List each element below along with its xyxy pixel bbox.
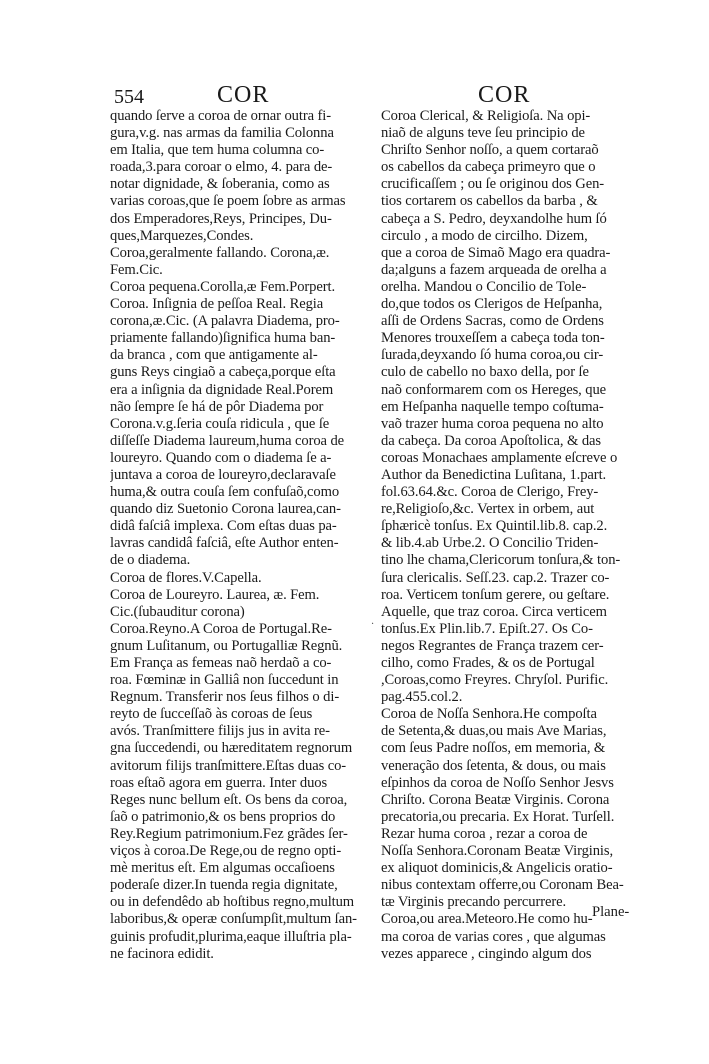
text-line: Corona.v.g.ſeria couſa ridicula , que ſe <box>110 415 330 432</box>
text-line: gnum Luſitanum, ou Portugalliæ Regnũ. <box>110 637 343 654</box>
text-line: culo de cabello no baxo della, por ſe <box>381 364 589 381</box>
text-line: Coroa de Loureyro. Laurea, æ. Fem. <box>110 586 320 603</box>
text-line: priamente fallando)ſignifica huma ban- <box>110 330 336 347</box>
text-line: Aquelle, que traz coroa. Circa verticem <box>381 603 607 620</box>
text-line: ſurada,deyxando ſó huma coroa,ou cir- <box>381 347 604 364</box>
text-line: da branca , com que antigamente al- <box>110 347 318 364</box>
text-line: Rey.Regium patrimonium.Fez grãdes ſer- <box>110 825 348 842</box>
text-line: os cabellos da cabeça primeyro que o <box>381 159 596 176</box>
text-line: gura,v.g. nas armas da familia Colonna <box>110 125 334 142</box>
text-line: tæ Virginis precando percurrere. <box>381 894 567 911</box>
text-line: negos Regrantes de França trazem cer- <box>381 637 604 654</box>
text-line: roas eſtaõ agora em guerra. Inter duos <box>110 774 328 791</box>
text-line: que a coroa de Simaõ Mago era quadra- <box>381 244 611 261</box>
text-line: Reges nunc bellum eſt. Os bens da coroa, <box>110 791 348 808</box>
text-line: Coroa de Noſſa Senhora.He compoſta <box>381 706 597 723</box>
text-line: varias coroas,que ſe poem ſobre as armas <box>110 193 346 210</box>
text-line: de o diadema. <box>110 552 191 569</box>
text-line: dos Emperadores,Reys, Principes, Du- <box>110 210 332 227</box>
text-line: da cabeça. Da coroa Apoſtolica, & das <box>381 432 601 449</box>
text-line: Cic.(ſubauditur corona) <box>110 603 245 620</box>
text-line: Coroa,ou area.Meteoro.He como hu- <box>381 911 593 928</box>
text-line: ex aliquot dominicis,& Angelicis oratio- <box>381 860 613 877</box>
text-line: & lib.4.ab Urbe.2. O Concilio Triden- <box>381 535 599 552</box>
text-line: fol.63.64.&c. Coroa de Clerigo, Frey- <box>381 484 599 501</box>
text-line: em Heſpanha naquelle tempo coſtuma- <box>381 398 604 415</box>
text-line: circulo , a modo de circilho. Dizem, <box>381 227 588 244</box>
text-line: não ſempre ſe há de pôr Diadema por <box>110 398 324 415</box>
text-line: Menores trouxeſſem a cabeça toda ton- <box>381 330 605 347</box>
text-line: corona,æ.Cic. (A palavra Diadema, pro- <box>110 313 340 330</box>
text-line: Coroa.Reyno.A Coroa de Portugal.Re- <box>110 620 332 637</box>
text-line: Noſſa Senhora.Coronam Beatæ Virginis, <box>381 843 614 860</box>
text-line: ,Coroas,como Freyres. Chryſol. Purific. <box>381 672 609 689</box>
text-line: didâ faſciâ implexa. Com eſtas duas pa- <box>110 518 337 535</box>
running-head-left: COR <box>217 82 270 108</box>
text-line: mè meritus eſt. Em algumas occaſioens <box>110 860 335 877</box>
text-line: loureyro. Quando com o diadema ſe a- <box>110 449 332 466</box>
text-line: roa. Verticem tonſum gerere, ou geſtare. <box>381 586 610 603</box>
text-line: ques,Marquezes,Condes. <box>110 227 254 244</box>
text-line: aſſi de Ordens Sacras, como de Ordens <box>381 313 604 330</box>
text-line: viços à coroa.De Rege,ou de regno opti- <box>110 843 342 860</box>
text-line: notar dignidade, & ſoberania, como as <box>110 176 330 193</box>
text-line: ma coroa de varias cores , que algumas <box>381 928 606 945</box>
text-line: de Setenta,& duas,ou mais Ave Marias, <box>381 723 607 740</box>
text-line: Coroa,geralmente fallando. Corona,æ. <box>110 244 330 261</box>
text-line: ſura clericalis. Seſſ.23. cap.2. Trazer co- <box>381 569 610 586</box>
text-line: gna ſuccedendi, ou hæreditatem regnorum <box>110 740 353 757</box>
text-line: crucificaſſem ; ou ſe originou dos Gen- <box>381 176 605 193</box>
text-line: tino lhe chama,Clericorum tonſura,& ton- <box>381 552 621 569</box>
text-line: lavras candidâ faſciâ, eſte Author enten- <box>110 535 339 552</box>
text-line: Author da Benedictina Luſitana, 1.part. <box>381 466 607 483</box>
text-line: do,que todos os Clerigos de Heſpanha, <box>381 296 603 313</box>
text-line: vezes apparece , cingindo algum dos <box>381 945 592 962</box>
text-line: cilho, como Frades, & os de Portugal <box>381 655 595 671</box>
text-line: quando ſerve a coroa de ornar outra fi- <box>110 108 331 124</box>
page-number: 554 <box>114 86 144 108</box>
text-line: era a inſignia da dignidade Real.Porem <box>110 381 334 398</box>
text-line: pag.455.col.2. <box>381 689 463 706</box>
text-line: guns Reys cingiaõ a cabeça,porque eſta <box>110 364 336 381</box>
text-line: Chriſto. Corona Beatæ Virginis. Corona <box>381 791 610 808</box>
text-line: quando diz Suetonio Corona laurea,can- <box>110 501 341 518</box>
text-line: orelha. Mandou o Concilio de Tole- <box>381 278 587 295</box>
text-line: precatoria,ou precaria. Ex Horat. Turſell. <box>381 808 615 825</box>
text-line: naõ conformarem com os Hereges, que <box>381 381 607 398</box>
text-line: com ſeus Padre noſſos, em memoria, & <box>381 740 606 757</box>
text-line: veneração dos ſetenta, & dous, ou mais <box>381 757 606 774</box>
text-line: roada,3.para coroar o elmo, 4. para de- <box>110 159 333 176</box>
text-line: poderaſe dizer.In tuenda regia dignitate, <box>110 877 338 894</box>
text-line: coroas Monachaes amplamente eſcreve o <box>381 449 618 466</box>
text-line: diſſeſſe Diadema laureum,huma coroa de <box>110 432 345 449</box>
text-line: reyto de ſucceſſaõ às coroas de ſeus <box>110 706 313 723</box>
text-line: nibus contextam offerre,ou Coronam Bea- <box>381 877 624 894</box>
text-line: eſpinhos da coroa de Noſſo Senhor Jesvs <box>381 774 614 791</box>
text-line: re,Religioſo,&c. Vertex in orbem, aut <box>381 501 595 518</box>
text-line: ne facinora edidit. <box>110 945 214 962</box>
text-line: Coroa pequena.Corolla,æ Fem.Porpert. <box>110 278 335 295</box>
text-line: Coroa. Inſignia de peſſoa Real. Regia <box>110 296 324 313</box>
text-line: vaõ trazer huma coroa pequena no alto <box>381 415 604 432</box>
text-line: guinis profudit,plurima,eaque illuſtria pla- <box>110 928 352 945</box>
text-line: Regnum. Transferir nos ſeus filhos o di- <box>110 689 340 706</box>
text-line: avitorum filijs tranſmittere.Eſtas duas co- <box>110 757 347 774</box>
running-head-right: COR <box>478 82 531 108</box>
text-line: em Italia, que tem huma columna co- <box>110 142 325 159</box>
left-column <box>110 108 366 963</box>
text-line: ſphæricè tonſus. Ex Quintil.lib.8. cap.2. <box>381 518 608 535</box>
text-line: ſaõ o patrimonio,& os bens proprios do <box>110 808 336 825</box>
text-line: avós. Tranſmittere filijs jus in avita re- <box>110 723 330 740</box>
catchword: Plane- <box>592 904 630 920</box>
text-line: huma,& outra couſa ſem confuſaõ,como <box>110 484 340 501</box>
text-line: Fem.Cic. <box>110 261 163 278</box>
text-line: ou in defendêdo ab hoſtibus regno,multum <box>110 894 355 911</box>
text-line: da;alguns a fazem arqueada de orelha a <box>381 261 607 278</box>
text-line: Coroa de flores.V.Capella. <box>110 569 262 586</box>
text-line: niaõ de alguns teve ſeu principio de <box>381 125 585 142</box>
text-line: roa. Fœminæ in Galliâ non ſuccedunt in <box>110 672 339 689</box>
margin-mark: · <box>371 619 375 630</box>
text-line: juntava a coroa de loureyro,declaravaſe <box>110 466 336 483</box>
text-line: tios cortarem os cabellos da barba , & <box>381 193 598 210</box>
text-line: laboribus,& operæ conſumpſit,multum ſan- <box>110 911 357 928</box>
text-line: Chriſto Senhor noſſo, a quem cortaraõ <box>381 142 599 159</box>
text-line: cabeça a S. Pedro, deyxandolhe hum ſó <box>381 210 607 227</box>
text-line: Coroa Clerical, & Religioſa. Na opi- <box>381 108 591 124</box>
right-column <box>381 108 644 963</box>
text-line: tonſus.Ex Plin.lib.7. Epiſt.27. Os Co- <box>381 620 593 637</box>
text-line: Rezar huma coroa , rezar a coroa de <box>381 825 588 842</box>
text-line: Em França as femeas naõ herdaõ a co- <box>110 655 332 671</box>
